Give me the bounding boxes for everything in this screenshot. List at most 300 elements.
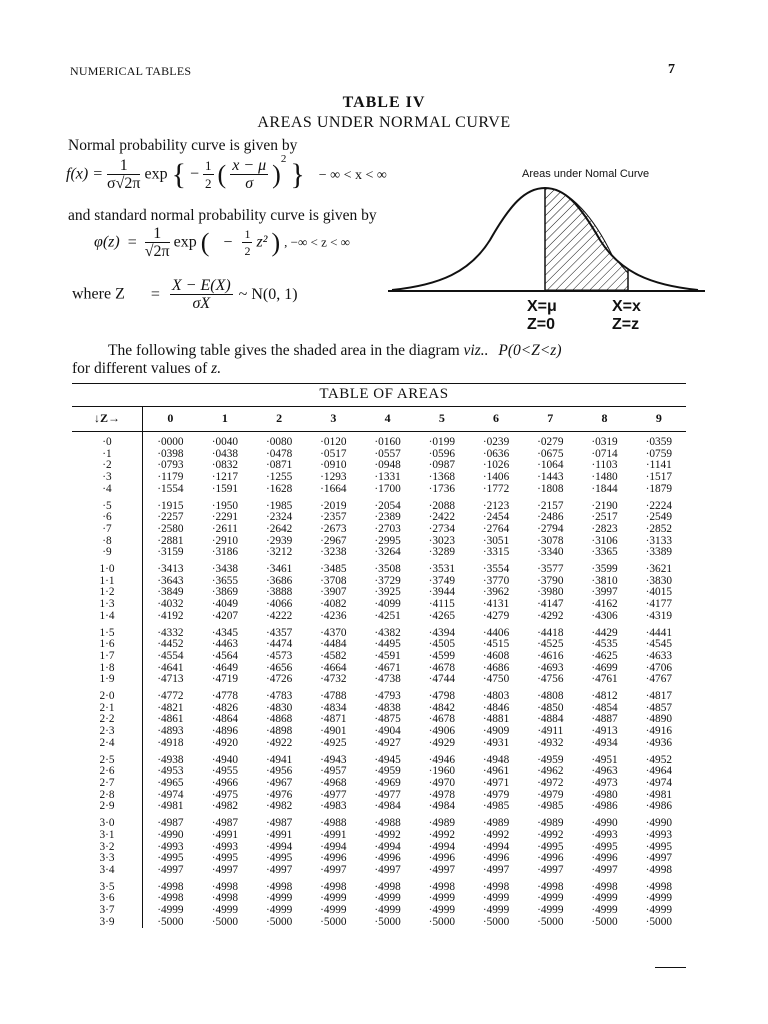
area-cell: ·3790 bbox=[537, 574, 564, 587]
area-cell: ·1064 bbox=[537, 459, 564, 472]
col-header: 1 bbox=[221, 411, 228, 426]
area-cell: ·4591 bbox=[374, 649, 401, 662]
area-cell: ·3980 bbox=[537, 586, 564, 599]
area-cell: ·4292 bbox=[537, 609, 564, 622]
area-cell: ·1700 bbox=[374, 482, 401, 495]
area-cell: ·4983 bbox=[320, 800, 347, 813]
area-cell: ·4999 bbox=[143, 905, 198, 917]
area-cell: ·4977 bbox=[374, 788, 401, 801]
area-cell: ·4940 bbox=[211, 753, 239, 766]
area-cell: ·3686 bbox=[265, 574, 293, 587]
area-cell: ·4972 bbox=[537, 776, 564, 789]
area-cell: ·4625 bbox=[591, 649, 618, 662]
area-cell: ·5000 bbox=[428, 915, 455, 928]
table-row bbox=[72, 813, 686, 830]
area-cell: ·4993 bbox=[645, 828, 672, 841]
area-cell: ·1879 bbox=[645, 482, 672, 495]
area-cell: ·4772 bbox=[143, 686, 198, 703]
area-cell: ·4147 bbox=[537, 598, 564, 611]
area-cell: ·4996 bbox=[320, 852, 347, 865]
area-cell: ·2224 bbox=[645, 499, 672, 512]
area-cell: ·5000 bbox=[320, 915, 347, 928]
area-cell: ·4999 bbox=[211, 904, 239, 917]
area-cell: ·1736 bbox=[428, 482, 455, 495]
area-cell: ·4893 bbox=[143, 726, 198, 738]
area-cell: ·5000 bbox=[211, 915, 239, 928]
f-den: σ√2π bbox=[107, 175, 141, 192]
area-cell: ·2939 bbox=[265, 534, 293, 547]
area-cell: ·4997 bbox=[645, 852, 672, 865]
area-cell: ·4778 bbox=[211, 690, 239, 703]
area-cell: ·4984 bbox=[374, 800, 401, 813]
area-cell: ·4992 bbox=[374, 828, 401, 841]
area-cell: ·3830 bbox=[645, 574, 672, 587]
table-row bbox=[72, 865, 686, 877]
area-cell: ·4987 bbox=[211, 817, 239, 830]
area-cell: ·4957 bbox=[320, 765, 347, 778]
area-cell: ·4656 bbox=[265, 661, 293, 674]
area-cell: ·4332 bbox=[143, 623, 198, 640]
area-cell: ·4936 bbox=[645, 736, 672, 749]
z-value-cell: 1·4 bbox=[99, 609, 115, 622]
area-cell: ·4997 bbox=[211, 863, 239, 876]
area-cell: ·5000 bbox=[645, 915, 672, 928]
z-fraction bbox=[170, 278, 233, 312]
table-header-row bbox=[72, 407, 686, 432]
area-cell: ·4997 bbox=[482, 863, 510, 876]
area-cell: ·5000 bbox=[374, 915, 401, 928]
note-viz: viz.. bbox=[463, 342, 489, 359]
area-cell: ·2019 bbox=[320, 499, 347, 512]
area-cell: ·4987 bbox=[143, 813, 198, 830]
f-minus: − bbox=[190, 165, 200, 183]
area-cell: ·1368 bbox=[428, 471, 455, 484]
area-cell: ·4861 bbox=[143, 714, 198, 726]
area-cell: ·2357 bbox=[320, 511, 347, 524]
area-cell: ·4545 bbox=[645, 638, 672, 651]
area-cell: ·2703 bbox=[374, 522, 401, 535]
square-exponent: 2 bbox=[280, 153, 287, 166]
area-cell: ·4750 bbox=[482, 673, 510, 686]
z-value-cell: 2·2 bbox=[99, 713, 115, 726]
area-cell: ·4945 bbox=[374, 753, 401, 766]
area-cell: ·1985 bbox=[265, 499, 293, 512]
left-brace: { bbox=[171, 158, 186, 191]
running-head: NUMERICAL TABLES bbox=[70, 64, 192, 78]
area-cell: ·4864 bbox=[211, 713, 239, 726]
z-value-cell: 3·2 bbox=[99, 840, 115, 853]
z-value-cell: 3·1 bbox=[99, 828, 115, 841]
phi-eq: = bbox=[127, 233, 137, 251]
intro-line-1: Normal probability curve is given by bbox=[68, 137, 298, 154]
area-cell: ·4996 bbox=[537, 852, 564, 865]
area-cell: ·4871 bbox=[320, 713, 347, 726]
diagram-label: Areas under Nomal Curve bbox=[522, 168, 650, 180]
area-cell: ·4999 bbox=[265, 904, 293, 917]
area-cell: ·3554 bbox=[482, 563, 510, 576]
area-cell: ·1591 bbox=[211, 482, 239, 495]
z-distribution: ~ N(0, 1) bbox=[238, 285, 298, 303]
area-cell: ·0319 bbox=[591, 436, 618, 448]
area-cell: ·4554 bbox=[143, 651, 198, 663]
half-num: 1 bbox=[205, 158, 212, 173]
area-cell: ·2734 bbox=[428, 522, 455, 535]
area-cell: ·0517 bbox=[320, 447, 347, 460]
area-cell: ·3212 bbox=[265, 546, 293, 559]
area-cell: ·4946 bbox=[428, 753, 455, 766]
area-cell: ·4976 bbox=[265, 788, 293, 801]
area-cell: ·5000 bbox=[591, 915, 618, 928]
col-header: 6 bbox=[493, 411, 500, 426]
area-cell: ·4993 bbox=[591, 828, 618, 841]
z-value-cell: 1·9 bbox=[99, 673, 115, 686]
area-cell: ·4082 bbox=[320, 598, 347, 611]
area-cell: ·4761 bbox=[591, 673, 618, 686]
area-cell: ·3729 bbox=[374, 574, 401, 587]
area-cell: ·4505 bbox=[428, 638, 455, 651]
area-cell: ·4265 bbox=[428, 609, 455, 622]
z-value-cell: 2·6 bbox=[99, 765, 115, 778]
phi-lhs: φ(z) bbox=[94, 233, 120, 251]
table-row bbox=[72, 830, 686, 842]
area-cell: ·4998 bbox=[143, 893, 198, 905]
area-cell: ·4973 bbox=[591, 776, 618, 789]
z-value-cell: ·9 bbox=[102, 546, 112, 559]
table-row bbox=[72, 559, 686, 576]
area-cell: ·1664 bbox=[320, 482, 347, 495]
area-cell: ·4925 bbox=[320, 736, 347, 749]
mean-mark-z: Z=0 bbox=[527, 316, 556, 333]
area-cell: ·4599 bbox=[428, 649, 455, 662]
z-value-cell: 2·4 bbox=[99, 736, 115, 749]
area-cell: ·1026 bbox=[482, 459, 510, 472]
area-cell: ·4890 bbox=[645, 713, 672, 726]
phi-range: , −∞ < z < ∞ bbox=[284, 234, 350, 250]
area-cell: ·3643 bbox=[143, 576, 198, 588]
page-title: AREAS UNDER NORMAL CURVE bbox=[257, 114, 511, 131]
area-cell: ·4994 bbox=[428, 840, 455, 853]
table-row bbox=[72, 917, 686, 929]
area-cell: ·4370 bbox=[320, 626, 347, 639]
f-range: − ∞ < x < ∞ bbox=[318, 167, 387, 183]
area-cell: ·1443 bbox=[537, 471, 564, 484]
right-brace: } bbox=[290, 158, 305, 191]
area-cell: ·4850 bbox=[537, 701, 564, 714]
z-value-cell: 1·8 bbox=[99, 661, 115, 674]
f-num: 1 bbox=[107, 158, 140, 175]
area-cell: ·4959 bbox=[374, 765, 401, 778]
inner-den: σ bbox=[245, 175, 254, 192]
area-cell: ·4474 bbox=[265, 638, 293, 651]
area-cell: ·4998 bbox=[265, 880, 293, 893]
area-cell: ·2291 bbox=[211, 511, 239, 524]
area-cell: ·2794 bbox=[537, 522, 564, 535]
area-cell: ·4998 bbox=[645, 880, 672, 893]
area-cell: ·4999 bbox=[265, 892, 293, 905]
area-cell: ·4418 bbox=[537, 626, 564, 639]
area-cell: ·4564 bbox=[211, 649, 239, 662]
area-cell: ·4279 bbox=[482, 609, 510, 622]
area-cell: ·4916 bbox=[645, 725, 672, 738]
z-value-cell: 3·5 bbox=[99, 880, 115, 893]
area-cell: ·3438 bbox=[211, 563, 239, 576]
phi-coefficient bbox=[145, 226, 170, 260]
area-cell: ·4997 bbox=[374, 863, 401, 876]
area-cell: ·1103 bbox=[591, 459, 618, 472]
area-cell: ·1293 bbox=[320, 471, 347, 484]
col-header: 2 bbox=[276, 411, 283, 426]
area-cell: ·4982 bbox=[211, 800, 239, 813]
area-cell: ·3485 bbox=[320, 563, 347, 576]
z-value-cell: ·1 bbox=[102, 447, 112, 460]
area-cell: ·0160 bbox=[374, 436, 401, 448]
area-cell: ·3962 bbox=[482, 586, 510, 599]
area-cell: ·4484 bbox=[320, 638, 347, 651]
table-row bbox=[72, 674, 686, 686]
area-cell: ·4986 bbox=[591, 800, 618, 813]
area-cell: ·0359 bbox=[645, 436, 672, 448]
exp-word: exp bbox=[144, 165, 168, 183]
shaded-area bbox=[545, 188, 628, 290]
area-cell: ·4686 bbox=[482, 661, 510, 674]
area-cell: ·4015 bbox=[645, 586, 672, 599]
area-cell: ·4990 bbox=[143, 830, 198, 842]
area-cell: ·4898 bbox=[265, 725, 293, 738]
area-cell: ·4732 bbox=[320, 673, 347, 686]
z-value-cell: 2·3 bbox=[99, 725, 115, 738]
z-value-cell: 3·4 bbox=[99, 863, 115, 876]
area-cell: ·1480 bbox=[591, 471, 618, 484]
area-cell: ·4995 bbox=[591, 840, 618, 853]
area-cell: ·3508 bbox=[374, 563, 401, 576]
area-cell: ·4999 bbox=[591, 892, 618, 905]
area-cell: ·4357 bbox=[265, 626, 293, 639]
area-cell: ·4920 bbox=[211, 736, 239, 749]
area-cell: ·4967 bbox=[265, 776, 293, 789]
area-cell: ·4236 bbox=[320, 609, 347, 622]
normal-pdf-formula bbox=[66, 153, 387, 192]
area-cell: ·1554 bbox=[143, 484, 198, 496]
area-cell: ·4991 bbox=[265, 828, 293, 841]
z-value-cell: 1·6 bbox=[99, 638, 115, 651]
z-value-cell: 1·1 bbox=[99, 574, 115, 587]
area-cell: ·1844 bbox=[591, 482, 618, 495]
area-cell: ·4998 bbox=[143, 877, 198, 894]
z-value-cell: 1·0 bbox=[99, 563, 115, 576]
area-cell: ·0948 bbox=[374, 459, 401, 472]
phi-num: 1 bbox=[145, 226, 170, 243]
area-cell: ·4887 bbox=[591, 713, 618, 726]
area-cell: ·4808 bbox=[537, 690, 564, 703]
area-cell: ·4991 bbox=[320, 828, 347, 841]
note-z: z. bbox=[211, 360, 222, 377]
area-cell: ·4826 bbox=[211, 701, 239, 714]
table-row bbox=[72, 623, 686, 640]
area-cell: ·4906 bbox=[428, 725, 455, 738]
area-cell: ·4999 bbox=[428, 904, 455, 917]
area-cell: ·4793 bbox=[374, 690, 401, 703]
area-cell: ·4999 bbox=[537, 892, 564, 905]
area-cell: ·4992 bbox=[537, 828, 564, 841]
area-cell: ·4616 bbox=[537, 649, 564, 662]
area-cell: ·4980 bbox=[591, 788, 618, 801]
area-cell: ·4943 bbox=[320, 753, 347, 766]
where-label: where Z bbox=[72, 285, 125, 303]
area-cell: ·4974 bbox=[645, 776, 672, 789]
phi-exp-word: exp bbox=[173, 233, 197, 251]
z-value-cell: ·8 bbox=[102, 534, 112, 547]
area-cell: ·4896 bbox=[211, 725, 239, 738]
area-cell: ·3159 bbox=[143, 547, 198, 559]
area-cell: ·3365 bbox=[591, 546, 618, 559]
area-cell: ·0080 bbox=[265, 436, 293, 448]
area-cell: ·4821 bbox=[143, 703, 198, 715]
area-cell: ·4868 bbox=[265, 713, 293, 726]
area-cell: ·4817 bbox=[645, 690, 672, 703]
area-cell: ·4999 bbox=[320, 892, 347, 905]
area-cell: ·4756 bbox=[537, 673, 564, 686]
z-den: σX bbox=[192, 295, 211, 312]
area-cell: ·4857 bbox=[645, 701, 672, 714]
area-cell: ·4738 bbox=[374, 673, 401, 686]
area-cell: ·4649 bbox=[211, 661, 239, 674]
area-cell: ·4961 bbox=[482, 765, 510, 778]
area-cell: ·4963 bbox=[591, 765, 618, 778]
area-cell: ·2549 bbox=[645, 511, 672, 524]
area-cell: ·4830 bbox=[265, 701, 293, 714]
z-value-cell: 1·5 bbox=[99, 626, 115, 639]
area-cell: ·4767 bbox=[645, 673, 672, 686]
phi-half-den: 2 bbox=[244, 244, 251, 258]
area-cell: ·1915 bbox=[143, 496, 198, 513]
area-cell: ·4699 bbox=[591, 661, 618, 674]
area-cell: ·4994 bbox=[482, 840, 510, 853]
area-cell: ·2995 bbox=[374, 534, 401, 547]
area-cell: ·2088 bbox=[428, 499, 455, 512]
area-cell: ·4664 bbox=[320, 661, 347, 674]
area-cell: ·4998 bbox=[645, 863, 672, 876]
area-cell: ·0199 bbox=[428, 436, 455, 448]
note-probability: P(0<Z<z) bbox=[498, 342, 562, 359]
area-cell: ·4985 bbox=[537, 800, 564, 813]
table-row bbox=[72, 484, 686, 496]
z-value-cell: ·5 bbox=[102, 499, 112, 512]
area-cell: ·4999 bbox=[537, 904, 564, 917]
area-cell: ·0759 bbox=[645, 447, 672, 460]
area-cell: ·4998 bbox=[482, 880, 510, 893]
area-cell: ·4979 bbox=[537, 788, 564, 801]
half-den: 2 bbox=[205, 176, 212, 191]
area-cell: ·4969 bbox=[374, 776, 401, 789]
area-cell: ·4032 bbox=[143, 599, 198, 611]
table-row bbox=[72, 524, 686, 536]
area-cell: ·2157 bbox=[537, 499, 564, 512]
area-cell: ·3907 bbox=[320, 586, 347, 599]
col-header: 3 bbox=[330, 411, 337, 426]
area-cell: ·0910 bbox=[320, 459, 347, 472]
f-coefficient bbox=[107, 158, 140, 192]
area-cell: ·4994 bbox=[265, 840, 293, 853]
area-cell: ·2764 bbox=[482, 522, 510, 535]
area-cell: ·3238 bbox=[320, 546, 347, 559]
phi-right-paren: ) bbox=[271, 228, 281, 257]
area-cell: ·4319 bbox=[645, 609, 672, 622]
standardization-formula bbox=[72, 278, 298, 312]
area-cell: ·4991 bbox=[211, 828, 239, 841]
area-cell: ·1179 bbox=[143, 472, 198, 484]
area-cell: ·4988 bbox=[374, 817, 401, 830]
area-cell: ·4952 bbox=[645, 753, 672, 766]
area-cell: ·3315 bbox=[482, 546, 510, 559]
corner-header: ↓Z→ bbox=[93, 411, 120, 426]
area-cell: ·4990 bbox=[645, 817, 672, 830]
area-cell: ·4911 bbox=[537, 725, 564, 738]
area-cell: ·4783 bbox=[265, 690, 293, 703]
left-paren: ( bbox=[217, 160, 227, 189]
area-cell: ·4988 bbox=[320, 817, 347, 830]
area-cell: ·1217 bbox=[211, 471, 239, 484]
area-cell: ·1960 bbox=[428, 765, 455, 778]
area-cell: ·4525 bbox=[537, 638, 564, 651]
z-value-cell: 2·8 bbox=[99, 788, 115, 801]
table-row bbox=[72, 801, 686, 813]
area-cell: ·4429 bbox=[591, 626, 618, 639]
area-cell: ·3944 bbox=[428, 586, 455, 599]
area-cell: ·4788 bbox=[320, 690, 347, 703]
area-cell: ·4904 bbox=[374, 725, 401, 738]
area-cell: ·5000 bbox=[143, 917, 198, 929]
area-cell: ·4997 bbox=[265, 863, 293, 876]
area-cell: ·4678 bbox=[428, 713, 455, 726]
area-cell: ·0832 bbox=[211, 459, 239, 472]
area-cell: ·4927 bbox=[374, 736, 401, 749]
right-paren: ) bbox=[272, 160, 281, 189]
area-cell: ·4990 bbox=[591, 817, 618, 830]
z-value-cell: 2·9 bbox=[99, 800, 115, 813]
z-mark-z: Z=z bbox=[612, 316, 640, 333]
area-cell: ·4999 bbox=[645, 892, 672, 905]
area-cell: ·2422 bbox=[428, 511, 455, 524]
area-cell: ·3599 bbox=[591, 563, 618, 576]
area-cell: ·4998 bbox=[211, 880, 239, 893]
col-header: 5 bbox=[438, 411, 445, 426]
z-value-cell: ·2 bbox=[102, 459, 112, 472]
area-cell: ·0239 bbox=[482, 436, 510, 448]
area-cell: ·4495 bbox=[374, 638, 401, 651]
area-cell: ·4938 bbox=[143, 750, 198, 767]
area-cell: ·0871 bbox=[265, 459, 293, 472]
area-cell: ·4974 bbox=[143, 790, 198, 802]
area-cell: ·4998 bbox=[428, 880, 455, 893]
area-cell: ·4998 bbox=[320, 880, 347, 893]
area-cell: ·4922 bbox=[265, 736, 293, 749]
table-row bbox=[72, 738, 686, 750]
area-cell: ·4608 bbox=[482, 649, 510, 662]
area-cell: ·2611 bbox=[211, 522, 238, 535]
area-cell: ·0675 bbox=[537, 447, 564, 460]
area-cell: ·2054 bbox=[374, 499, 401, 512]
area-cell: ·4382 bbox=[374, 626, 401, 639]
area-cell: ·3106 bbox=[591, 534, 618, 547]
area-cell: ·3925 bbox=[374, 586, 401, 599]
area-cell: ·4706 bbox=[645, 661, 672, 674]
area-cell: ·4846 bbox=[482, 701, 510, 714]
area-cell: ·4989 bbox=[482, 817, 510, 830]
table-number-title: TABLE IV bbox=[342, 94, 426, 111]
area-cell: ·4582 bbox=[320, 649, 347, 662]
area-cell: ·4992 bbox=[428, 828, 455, 841]
area-cell: ·4177 bbox=[645, 598, 672, 611]
